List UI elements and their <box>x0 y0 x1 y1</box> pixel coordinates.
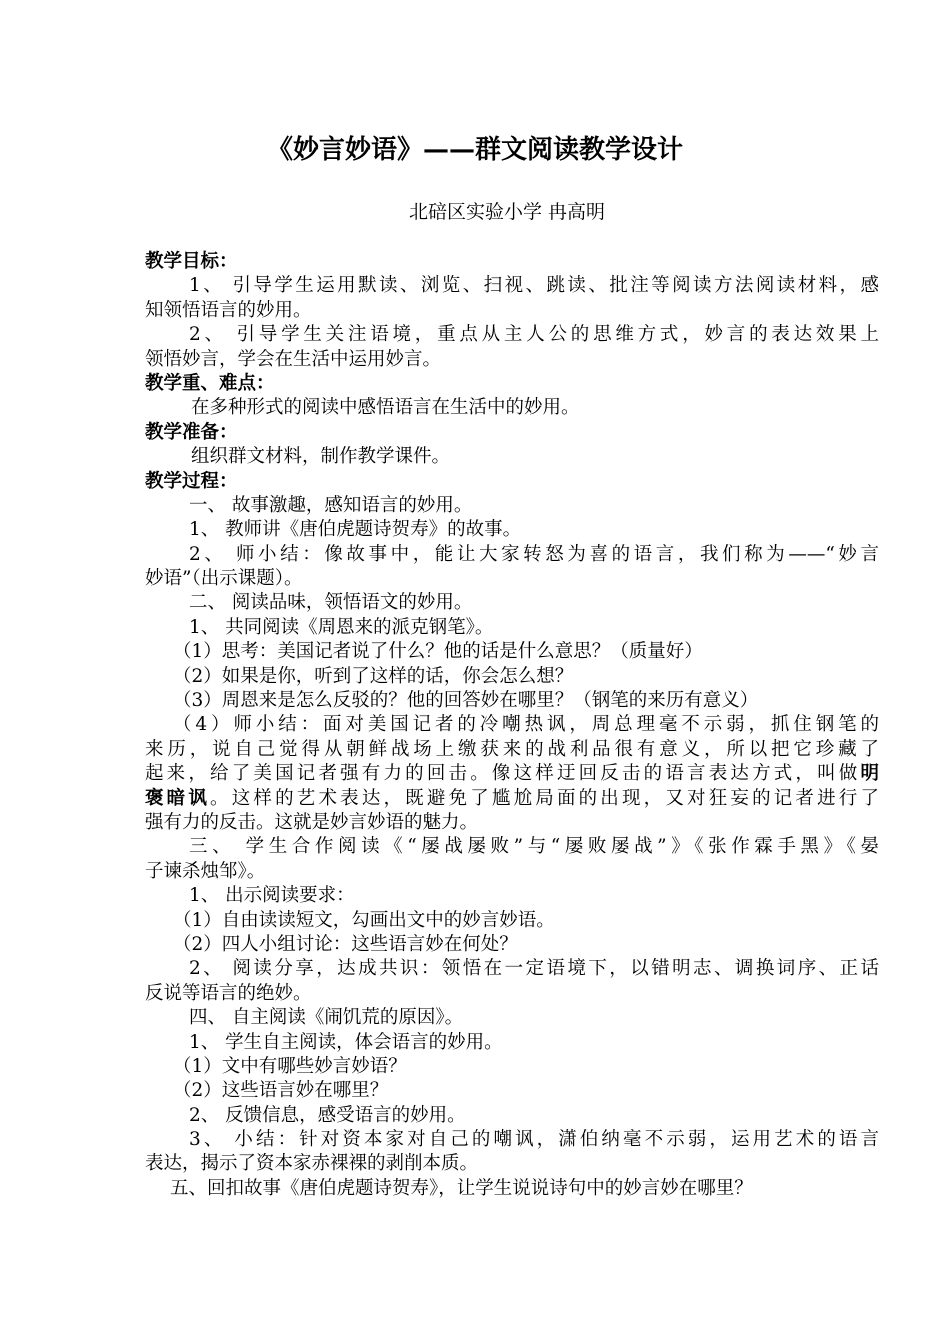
process-step: 五、回扣故事《唐伯虎题诗贺寿》，让学生说说诗句中的妙言妙在哪里？ <box>170 1177 753 1199</box>
process-text: 。这样的艺术表达，既避免了尴尬局面的出现，又对狂妄的记者进行了 <box>210 787 879 809</box>
goal-1-line-2: 知领悟语言的妙用。 <box>145 299 312 321</box>
key-points-heading: 教学重、难点： <box>145 372 275 394</box>
process-step: （1）文中有哪些妙言妙语？ <box>173 1055 407 1077</box>
process-text: 起来，给了美国记者强有力的回击。像这样迂回反击的语言表达方式，叫做 <box>145 763 861 785</box>
process-step <box>145 787 879 811</box>
process-step: （4）师小结：面对美国记者的冷嘲热讽，周总理毫不示弱，抓住钢笔的 <box>173 714 879 736</box>
key-points-text: 在多种形式的阅读中感悟语言在生活中的妙用。 <box>191 397 580 419</box>
process-step: 妙语”（出示课题）。 <box>145 568 303 590</box>
process-step: 四、 自主阅读《闹饥荒的原因》。 <box>189 1007 464 1029</box>
process-step: 强有力的反击。这就是妙言妙语的魅力。 <box>145 811 479 833</box>
process-step: 1、 学生自主阅读，体会语言的妙用。 <box>189 1031 503 1053</box>
process-step: 2、 反馈信息，感受语言的妙用。 <box>189 1104 466 1126</box>
process-step: 2、 师小结：像故事中，能让大家转怒为喜的语言，我们称为——“妙言 <box>189 543 879 565</box>
process-step: 表达，揭示了资本家赤裸裸的剥削本质。 <box>145 1153 479 1175</box>
preparation-heading: 教学准备： <box>145 421 238 443</box>
process-step: （2）四人小组讨论：这些语言妙在何处？ <box>173 933 518 955</box>
process-step: （2）这些语言妙在哪里？ <box>173 1080 389 1102</box>
goal-2-line-2: 领悟妙言，学会在生活中运用妙言。 <box>145 348 442 370</box>
process-step: 子谏杀烛邹》。 <box>145 860 266 882</box>
process-step: （1）自由读读短文，勾画出文中的妙言妙语。 <box>173 909 555 931</box>
process-step: 1、 教师讲《唐伯虎题诗贺寿》的故事。 <box>189 519 522 541</box>
process-step: （1）思考：美国记者说了什么？他的话是什么意思？（质量好） <box>173 641 703 663</box>
process-step: 1、 共同阅读《周恩来的派克钢笔》。 <box>189 616 494 638</box>
preparation-text: 组织群文材料，制作教学课件。 <box>191 446 451 468</box>
goal-1-line-1: 1、 引导学生运用默读、浏览、扫视、跳读、批注等阅读方法阅读材料，感 <box>189 275 879 297</box>
author-line: 北碚区实验小学 冉高明 <box>408 201 606 223</box>
goal-2-line-1: 2、 引导学生关注语境，重点从主人公的思维方式，妙言的表达效果上 <box>189 324 879 346</box>
process-heading: 教学过程： <box>145 470 238 492</box>
process-step: 2、 阅读分享，达成共识：领悟在一定语境下，以错明志、调换词序、正话 <box>189 958 879 980</box>
process-step <box>145 762 879 786</box>
process-step: （3）周恩来是怎么反驳的？他的回答妙在哪里？（钢笔的来历有意义） <box>173 690 759 712</box>
document-body <box>145 250 879 1201</box>
process-step: 1、 出示阅读要求： <box>189 885 355 907</box>
document-title: 《妙言妙语》——群文阅读教学设计 <box>266 135 683 165</box>
emphasis-text: 明 <box>860 763 879 785</box>
process-step: 反说等语言的绝妙。 <box>145 982 312 1004</box>
process-step: 二、 阅读品味，领悟语文的妙用。 <box>189 592 473 614</box>
emphasis-text: 褒暗讽 <box>145 787 211 809</box>
process-step: 一、 故事激趣，感知语言的妙用。 <box>189 494 473 516</box>
process-step: 来历，说自己觉得从朝鲜战场上缴获来的战利品很有意义，所以把它珍藏了 <box>145 738 879 760</box>
goals-heading: 教学目标： <box>145 251 238 272</box>
process-step: （2）如果是你，听到了这样的话，你会怎么想？ <box>173 665 574 687</box>
process-step: 3、 小结：针对资本家对自己的嘲讽，潇伯纳毫不示弱，运用艺术的语言 <box>189 1129 879 1151</box>
process-step: 三、 学生合作阅读《“屡战屡败”与“屡败屡战”》《张作霖手黑》《晏 <box>189 836 879 858</box>
